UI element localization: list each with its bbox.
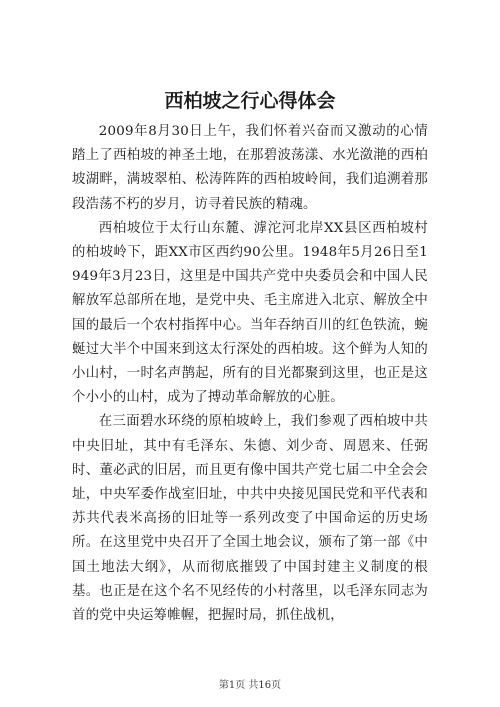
paragraph-2: 西柏坡位于太行山东麓、滹沱河北岸XX县区西柏坡村的柏坡岭下，距XX市区西约90公里。1948年5月26日至1949年3月23日，这里是中国共产党中央委员会和中国人民解放军总部所在地，是党中央、毛主席进入北京、解放全中国的最后一个农村指挥中心。当年吞纳百川的红色铁流，蜿蜒过大半个中国来到这太行深处的西柏坡。这个鲜为人知的小山村，一时名声鹊起，所有的目光都聚到这里，也正是这个小小的山村，成为了搏动革命解放的心脏。 bbox=[72, 220, 428, 406]
paragraph-3: 在三面碧水环绕的原柏坡岭上，我们参观了西柏坡中共中央旧址，其中有毛泽东、朱德、刘少奇、周恩来、任弼时、董必武的旧居，而且更有像中国共产党七届二中全会会址，中央军委作战室旧址，中共中央接见国民党和平代表和苏共代表米高扬的旧址等一系列改变了中国命运的历史场所。在这里党中央召开了全国土地会议，颁布了第一部《中国土地法大纲》，从而彻底摧毁了中国封建主义制度的根基。也正是在这个名不见经传的小村落里，以毛泽东同志为首的党中央运筹帷幄，把握时局，抓住战机， bbox=[72, 414, 428, 624]
document-title: 西柏坡之行心得体会 bbox=[164, 90, 336, 112]
paragraph-1: 2009年8月30日上午，我们怀着兴奋而又激动的心情踏上了西柏坡的神圣土地，在那碧波荡漾、水光潋滟的西柏坡湖畔，满坡翠柏、松涛阵阵的西柏坡岭间，我们追溯着那段浩荡不朽的岁月，访寻着民族的精魂。 bbox=[72, 124, 428, 212]
page-footer: 第1页 共16页 bbox=[218, 680, 282, 691]
document-body bbox=[72, 120, 428, 628]
